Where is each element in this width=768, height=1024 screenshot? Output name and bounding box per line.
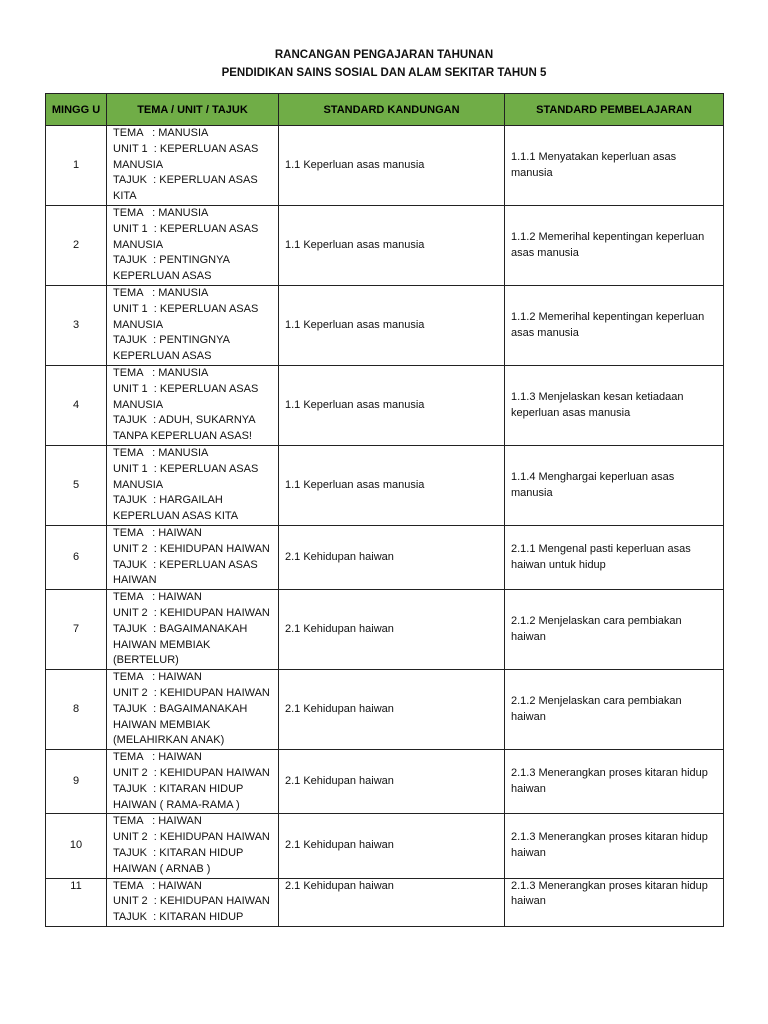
unit-line: UNIT 2 : KEHIDUPAN HAIWAN — [113, 895, 270, 908]
topic-line: TAJUK : ADUH, SUKARNYA TANPA KEPERLUAN ASAS! — [113, 414, 258, 443]
theme-unit-topic-cell — [107, 814, 279, 878]
topic-line: TAJUK : PENTINGNYA KEPERLUAN ASAS — [113, 334, 233, 363]
content-standard-cell: 1.1 Keperluan asas manusia — [279, 286, 505, 366]
learning-standard-cell: 1.1.1 Menyatakan keperluan asas manusia — [505, 126, 724, 206]
learning-standard-cell: 2.1.2 Menjelaskan cara pembiakan haiwan — [505, 670, 724, 750]
learning-standard-cell: 1.1.2 Memerihal kepentingan keperluan asas manusia — [505, 286, 724, 366]
week-number-cell: 3 — [46, 286, 107, 366]
unit-line: UNIT 1 : KEPERLUAN ASAS MANUSIA — [113, 222, 262, 251]
learning-standard-cell: 2.1.3 Menerangkan proses kitaran hidup haiwan — [505, 878, 724, 926]
yearly-plan-table — [45, 93, 724, 927]
topic-line: TAJUK : HARGAILAH KEPERLUAN ASAS KITA — [113, 494, 239, 523]
document-subtitle: PENDIDIKAN SAINS SOSIAL DAN ALAM SEKITAR TAHUN 5 — [221, 67, 547, 79]
theme-unit-topic-cell — [107, 286, 279, 366]
theme-unit-topic-cell — [107, 670, 279, 750]
learning-standard-cell: 2.1.1 Mengenal pasti keperluan asas haiwan untuk hidup — [505, 526, 724, 590]
table-row — [46, 446, 724, 526]
content-standard-cell: 1.1 Keperluan asas manusia — [279, 206, 505, 286]
content-standard-cell: 2.1 Kehidupan haiwan — [279, 878, 505, 926]
learning-standard-cell: 2.1.2 Menjelaskan cara pembiakan haiwan — [505, 590, 724, 670]
table-row — [46, 526, 724, 590]
theme-unit-topic-cell — [107, 590, 279, 670]
table-body — [46, 126, 724, 927]
content-standard-cell: 2.1 Kehidupan haiwan — [279, 526, 505, 590]
unit-line: UNIT 2 : KEHIDUPAN HAIWAN — [113, 606, 270, 619]
theme-line: TEMA : HAIWAN — [113, 879, 202, 892]
topic-line: TAJUK : KITARAN HIDUP — [113, 911, 244, 924]
theme-unit-topic-cell — [107, 126, 279, 206]
theme-line: TEMA : MANUSIA — [113, 287, 209, 299]
topic-line: TAJUK : KEPERLUAN ASAS KITA — [113, 174, 261, 203]
header-week: MINGG U — [46, 94, 107, 126]
table-header-row — [46, 94, 724, 126]
header-theme: TEMA / UNIT / TAJUK — [107, 94, 279, 126]
theme-line: TEMA : HAIWAN — [113, 671, 202, 684]
topic-line: TAJUK : KEPERLUAN ASAS HAIWAN — [113, 558, 261, 587]
week-number-cell: 5 — [46, 446, 107, 526]
theme-unit-topic-cell — [107, 206, 279, 286]
theme-line: TEMA : HAIWAN — [113, 751, 202, 764]
unit-line: UNIT 2 : KEHIDUPAN HAIWAN — [113, 831, 270, 844]
topic-line: TAJUK : KITARAN HIDUP HAIWAN ( RAMA-RAMA ) — [113, 782, 247, 811]
topic-line: TAJUK : KITARAN HIDUP HAIWAN ( ARNAB ) — [113, 846, 247, 875]
unit-line: UNIT 1 : KEPERLUAN ASAS MANUSIA — [113, 462, 262, 491]
header-learning-standard: STANDARD PEMBELAJARAN — [505, 94, 724, 126]
document-title: RANCANGAN PENGAJARAN TAHUNAN — [274, 49, 494, 61]
unit-line: UNIT 1 : KEPERLUAN ASAS MANUSIA — [113, 302, 262, 331]
header-content-standard: STANDARD KANDUNGAN — [279, 94, 505, 126]
theme-line: TEMA : MANUSIA — [113, 367, 209, 379]
table-row — [46, 286, 724, 366]
content-standard-cell: 2.1 Kehidupan haiwan — [279, 590, 505, 670]
table-row — [46, 206, 724, 286]
unit-line: UNIT 2 : KEHIDUPAN HAIWAN — [113, 766, 270, 779]
content-standard-cell: 1.1 Keperluan asas manusia — [279, 126, 505, 206]
table-row — [46, 878, 724, 926]
theme-line: TEMA : HAIWAN — [113, 815, 202, 828]
learning-standard-cell: 1.1.3 Menjelaskan kesan ketiadaan keperluan asas manusia — [505, 366, 724, 446]
unit-line: UNIT 2 : KEHIDUPAN HAIWAN — [113, 686, 270, 699]
theme-unit-topic-cell — [107, 446, 279, 526]
week-number-cell: 8 — [46, 670, 107, 750]
content-standard-cell: 1.1 Keperluan asas manusia — [279, 446, 505, 526]
unit-line: UNIT 1 : KEPERLUAN ASAS MANUSIA — [113, 142, 262, 171]
theme-line: TEMA : HAIWAN — [113, 591, 202, 604]
table-row — [46, 126, 724, 206]
theme-line: TEMA : MANUSIA — [113, 127, 209, 139]
content-standard-cell: 2.1 Kehidupan haiwan — [279, 670, 505, 750]
table-row — [46, 814, 724, 878]
week-number-cell: 6 — [46, 526, 107, 590]
week-number-cell: 2 — [46, 206, 107, 286]
learning-standard-cell: 1.1.4 Menghargai keperluan asas manusia — [505, 446, 724, 526]
theme-unit-topic-cell — [107, 750, 279, 814]
week-number-cell: 11 — [46, 878, 107, 926]
theme-unit-topic-cell — [107, 366, 279, 446]
topic-line: TAJUK : PENTINGNYA KEPERLUAN ASAS — [113, 254, 233, 283]
theme-line: TEMA : MANUSIA — [113, 207, 209, 219]
learning-standard-cell: 2.1.3 Menerangkan proses kitaran hidup haiwan — [505, 814, 724, 878]
content-standard-cell: 1.1 Keperluan asas manusia — [279, 366, 505, 446]
table-row — [46, 590, 724, 670]
learning-standard-cell: 2.1.3 Menerangkan proses kitaran hidup haiwan — [505, 750, 724, 814]
week-number-cell: 9 — [46, 750, 107, 814]
week-number-cell: 1 — [46, 126, 107, 206]
topic-line: TAJUK : BAGAIMANAKAH HAIWAN MEMBIAK (MELAHIRKAN ANAK) — [113, 702, 251, 747]
week-number-cell: 4 — [46, 366, 107, 446]
table-row — [46, 750, 724, 814]
topic-line: TAJUK : BAGAIMANAKAH HAIWAN MEMBIAK (BERTELUR) — [113, 622, 251, 667]
theme-line: TEMA : MANUSIA — [113, 447, 209, 459]
learning-standard-cell: 1.1.2 Memerihal kepentingan keperluan asas manusia — [505, 206, 724, 286]
theme-unit-topic-cell — [107, 526, 279, 590]
table-row — [46, 670, 724, 750]
content-standard-cell: 2.1 Kehidupan haiwan — [279, 814, 505, 878]
unit-line: UNIT 1 : KEPERLUAN ASAS MANUSIA — [113, 382, 262, 411]
table-row — [46, 366, 724, 446]
theme-unit-topic-cell — [107, 878, 279, 926]
content-standard-cell: 2.1 Kehidupan haiwan — [279, 750, 505, 814]
week-number-cell: 10 — [46, 814, 107, 878]
theme-line: TEMA : HAIWAN — [113, 527, 202, 539]
week-number-cell: 7 — [46, 590, 107, 670]
unit-line: UNIT 2 : KEHIDUPAN HAIWAN — [113, 542, 270, 555]
